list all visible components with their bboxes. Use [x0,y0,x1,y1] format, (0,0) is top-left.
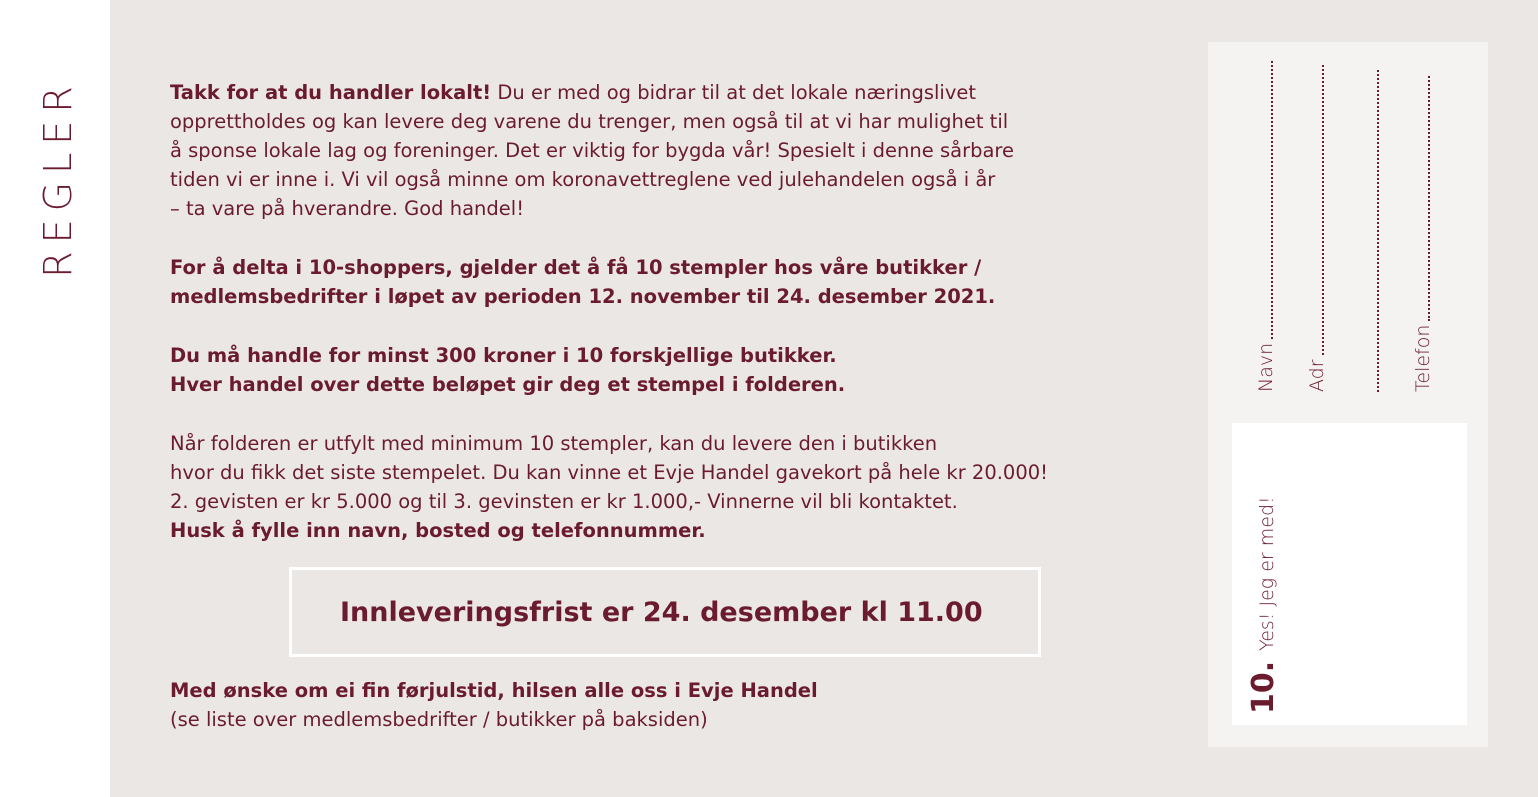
closing-note: (se liste over medlemsbedrifter / butikker på baksiden) [170,708,708,731]
side-title: REGLER [36,78,80,278]
address-label: Adr [1306,359,1328,392]
rule-line: Du må handle for minst 300 kroner i 10 forskjellige butikker. [170,344,837,367]
deadline-box [289,567,1041,657]
stamp-text: Yes! Jeg er med! [1256,496,1278,651]
address-field[interactable] [1306,65,1328,392]
intro-line: å sponse lokale lag og foreninger. Det er viktig for bygda vår! Spesielt i denne sårbare [170,139,1015,162]
participation-rules [170,253,1150,311]
deadline-text: Innleveringsfrist er 24. desember kl 11.00 [340,596,983,628]
intro-line: tiden vi er inne i. Vi vil også minne om koronavettreglene ved julehandelen også i år [170,168,996,191]
phone-field-label[interactable] [1412,76,1434,392]
intro-paragraph [170,78,1150,223]
stamp-number: 10. [1246,660,1281,714]
name-line[interactable] [1259,61,1273,339]
phone-line[interactable] [1416,76,1430,321]
intro-lead: Takk for at du handler lokalt! [170,81,492,104]
rule-line: medlemsbedrifter i løpet av perioden 12. november til 24. desember 2021. [170,285,996,308]
left-margin [0,0,110,797]
address-line[interactable] [1310,65,1324,355]
closing [170,676,1070,734]
phone-label: Telefon [1412,324,1434,392]
phone-field[interactable] [1365,56,1379,392]
prize-line: hvor du fikk det siste stempelet. Du kan vinne et Evje Handel gavekort på hele kr 20.000! [170,461,1048,484]
intro-line: Du er med og bidrar til at det lokale næringslivet [491,81,976,104]
rule-line: For å delta i 10-shoppers, gjelder det å få 10 stempler hos våre butikker / [170,256,982,279]
prize-reminder: Husk å fylle inn navn, bosted og telefonnummer. [170,519,706,542]
intro-line: – ta vare på hverandre. God handel! [170,197,525,220]
prize-line: Når folderen er utfylt med minimum 10 stempler, kan du levere den i butikken [170,432,938,455]
closing-greeting: Med ønske om ei fin førjulstid, hilsen alle oss i Evje Handel [170,679,818,702]
intro-line: opprettholdes og kan levere deg varene du trenger, men også til at vi har mulighet til [170,110,1009,133]
prize-paragraph [170,429,1150,545]
purchase-rules [170,341,1150,399]
name-field[interactable] [1255,61,1277,392]
name-label: Navn [1255,342,1277,392]
stamp-label [1246,496,1281,714]
phone-line-left[interactable] [1365,70,1379,392]
rules-content [170,78,1150,575]
prize-line: 2. gevisten er kr 5.000 og til 3. gevinsten er kr 1.000,- Vinnerne vil bli kontaktet. [170,490,958,513]
rule-line: Hver handel over dette beløpet gir deg et stempel i folderen. [170,373,846,396]
